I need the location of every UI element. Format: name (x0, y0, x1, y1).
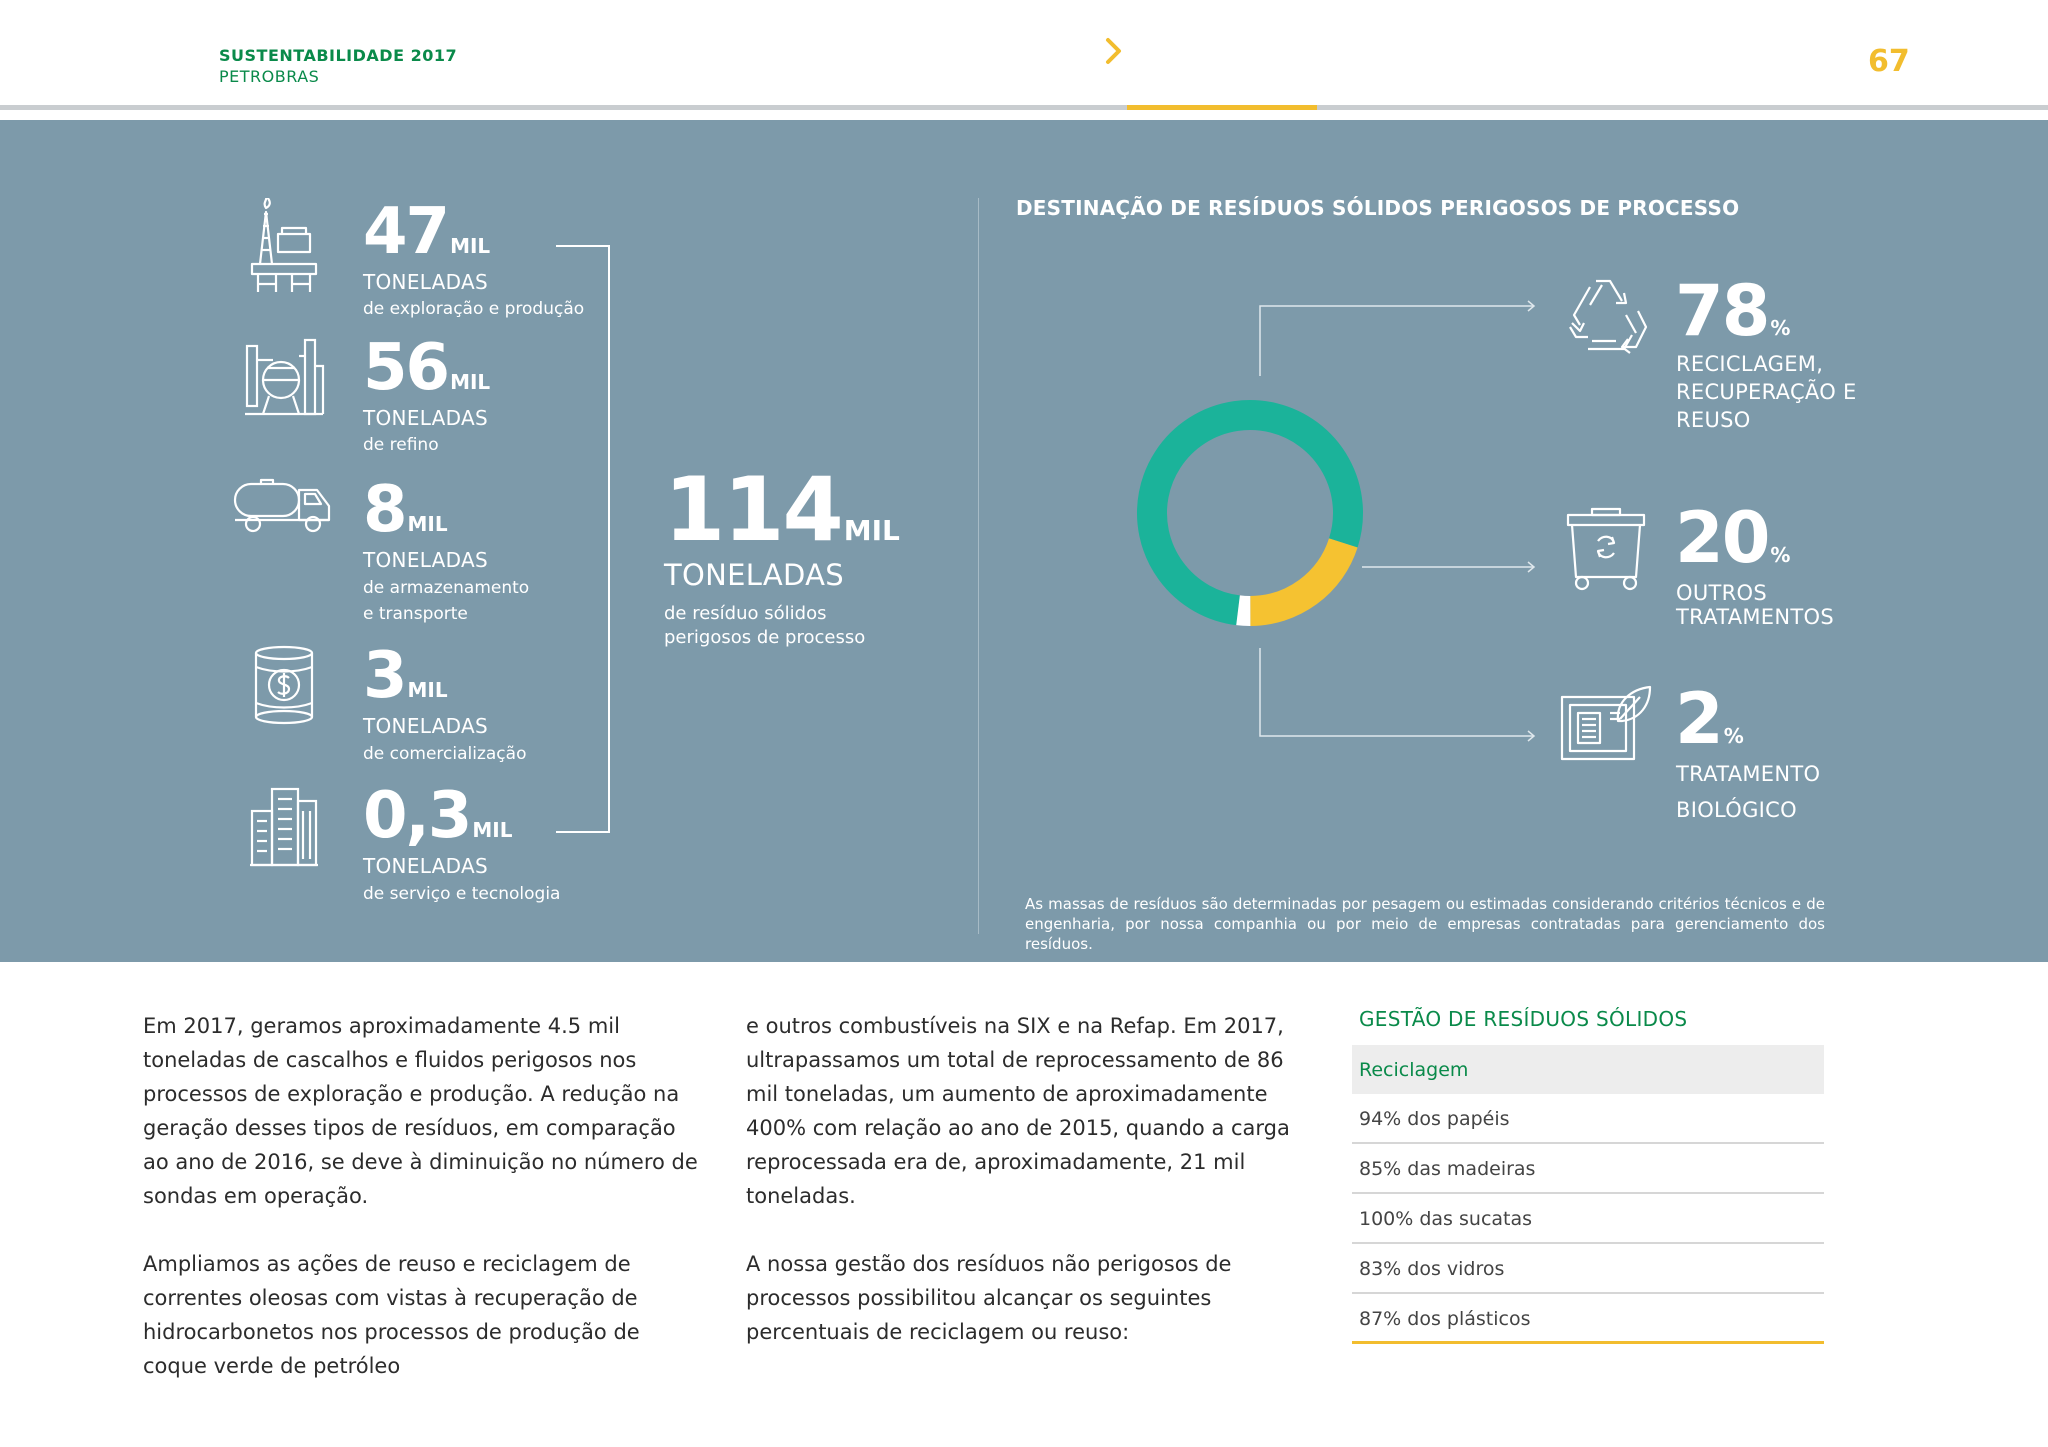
body-paragraph: Ampliamos as ações de reuso e reciclagem de correntes oleosas com vistas à recuperação de hidrocarbonetos nos processos de produção de coque verde de petróleo (143, 1252, 640, 1378)
chart-footnote: As massas de resíduos são determinadas por pesagem ou estimadas considerando critérios técnicos e de engenharia, por nossa companhia ou por meio de empresas contratadas para gerenciamento dos resíduos. (1025, 895, 1825, 953)
dest-bio-label-1: TRATAMENTO (1676, 762, 1821, 786)
office-buildings-icon (248, 785, 320, 867)
total-desc-2: perigosos de processo (664, 627, 866, 648)
table-row: 94% dos papéis (1352, 1094, 1824, 1144)
source-services-value: 0,3 MIL (363, 779, 513, 853)
source-refining-desc: de refino (363, 435, 439, 455)
source-storage-label: TONELADAS (363, 548, 488, 572)
total-label: TONELADAS (664, 558, 844, 592)
source-storage-desc-1: de armazenamento (363, 578, 530, 598)
total-value: 114MIL (664, 458, 900, 561)
table-row: 85% das madeiras (1352, 1144, 1824, 1194)
oil-platform-icon (248, 198, 320, 294)
sum-bracket (556, 245, 610, 833)
body-paragraph: Em 2017, geramos aproximadamente 4.5 mil toneladas de cascalhos e fluidos perigosos nos processos de exploração e produção. A redução na geração desses tipos de resíduos, em comparação ao ano de 2016, se deve à diminuição no número de sondas em operação. (143, 1014, 698, 1208)
dest-recycling-label-2: RECUPERAÇÃO E (1676, 380, 1857, 404)
total-desc-1: de resíduo sólidos (664, 603, 827, 624)
chart-title: DESTINAÇÃO DE RESÍDUOS SÓLIDOS PERIGOSOS DE PROCESSO (1016, 196, 1740, 220)
header-divider (0, 105, 2048, 110)
header-accent-bar (1127, 105, 1317, 110)
source-exploration-value: 47 MIL (363, 195, 491, 269)
waste-bin-icon (1566, 505, 1646, 591)
source-storage-value: 8 MIL (363, 473, 448, 547)
source-services-label: TONELADAS (363, 854, 488, 878)
source-commercial-label: TONELADAS (363, 714, 488, 738)
source-refining-value: 56 MIL (363, 331, 491, 405)
dest-recycling-label-3: REUSO (1676, 408, 1751, 432)
source-exploration-desc: de exploração e produção (363, 299, 585, 319)
table-row: 83% dos vidros (1352, 1244, 1824, 1294)
dest-other-value: 20 % (1675, 497, 1791, 579)
body-paragraph: A nossa gestão dos resíduos não perigosos de processos possibilitou alcançar os seguintes percentuais de reciclagem ou reuso: (746, 1252, 1232, 1344)
dest-recycling-value: 78 % (1675, 270, 1791, 352)
report-company: PETROBRAS (219, 67, 320, 86)
table-title: GESTÃO DE RESÍDUOS SÓLIDOS (1359, 1007, 1688, 1031)
source-exploration-label: TONELADAS (363, 270, 488, 294)
body-paragraph: e outros combustíveis na SIX e na Refap. Em 2017, ultrapassamos um total de reprocessamento de 86 mil toneladas, um aumento de aproximadamente 400% com relação ao ano de 2015, quando a carga reprocessada era de, aproximadamente, 21 mil toneladas. (746, 1014, 1290, 1208)
body-column-2 (746, 1009, 1306, 1383)
chevron-right-icon[interactable] (1103, 36, 1127, 66)
source-storage-desc-2: e transporte (363, 604, 468, 624)
dest-bio-value: 2 % (1675, 678, 1744, 760)
body-column-1 (143, 1009, 703, 1417)
dest-bio-label-2: BIOLÓGICO (1676, 798, 1797, 822)
report-title: SUSTENTABILIDADE 2017 (219, 46, 458, 65)
table-row: 100% das sucatas (1352, 1194, 1824, 1244)
tanker-truck-icon (233, 478, 333, 534)
dest-recycling-label-1: RECICLAGEM, (1676, 352, 1824, 376)
recycling-table (1352, 1045, 1824, 1344)
source-refining-label: TONELADAS (363, 406, 488, 430)
table-header: Reciclagem (1352, 1045, 1824, 1094)
source-services-desc: de serviço e tecnologia (363, 884, 561, 904)
page-number: 67 (1868, 44, 1910, 79)
bio-treatment-icon (1560, 685, 1652, 761)
table-row: 87% dos plásticos (1352, 1294, 1824, 1344)
dest-other-label-2: TRATAMENTOS (1676, 605, 1834, 629)
recycle-icon (1566, 275, 1650, 355)
source-commercial-value: 3 MIL (363, 639, 448, 713)
chart-connectors (1240, 290, 1550, 750)
dest-other-label-1: OUTROS (1676, 581, 1767, 605)
money-barrel-icon (252, 645, 316, 725)
refinery-icon (243, 338, 325, 418)
source-commercial-desc: de comercialização (363, 744, 527, 764)
infographic-divider (978, 198, 979, 934)
